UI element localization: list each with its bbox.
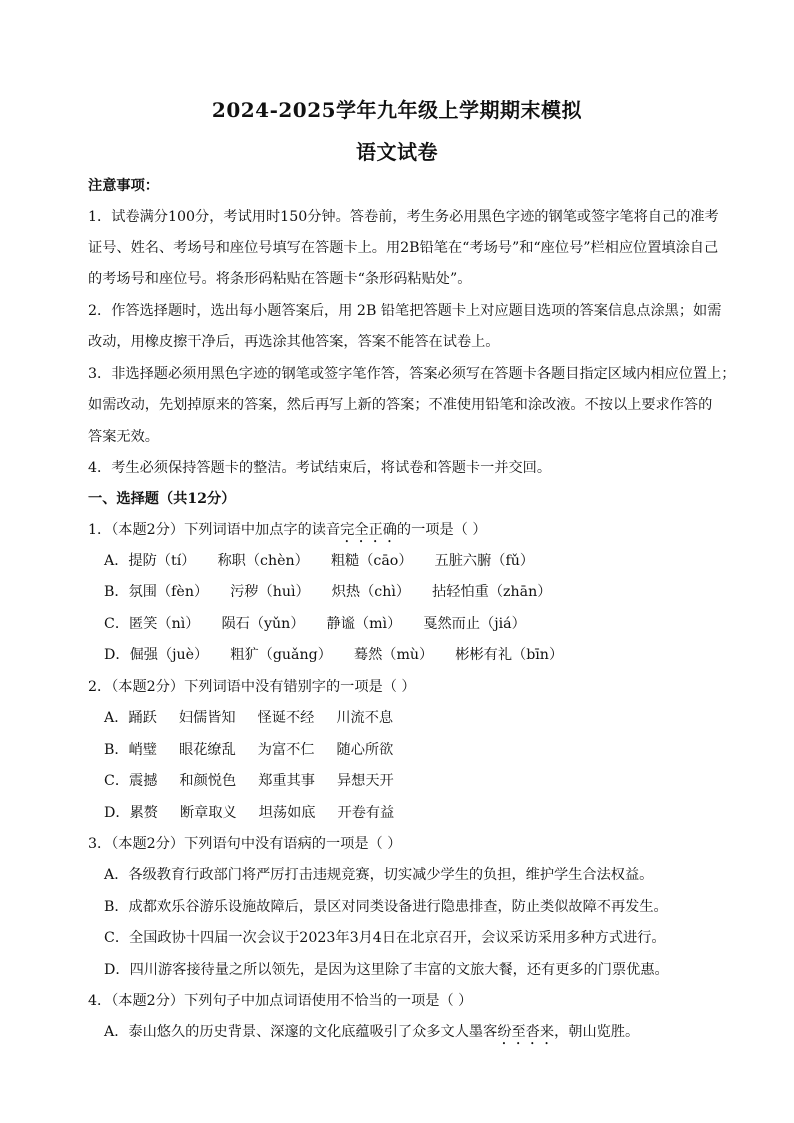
question-2-option-a <box>104 708 393 728</box>
section-heading: 一、选择题（共12分） <box>88 491 236 507</box>
question-1-option-b <box>104 582 551 602</box>
notice-line: 证号、姓名、考场号和座位号填写在答题卡上。用2B铅笔在“考场号”和“座位号”栏相应位置填涂自己 <box>88 240 719 256</box>
option-item: D．累赘 <box>104 805 158 821</box>
option-item: B．氛围（fèn） <box>104 584 209 600</box>
question-1-option-d <box>104 645 563 665</box>
option-item: 和颜悦色 <box>179 773 237 789</box>
stem-text: 1．（本题2分）下列词语中加点字的读音 <box>88 522 341 538</box>
question-2-option-d <box>104 803 394 823</box>
option-item: 开卷有益 <box>337 805 395 821</box>
emphasis-text: 纷至沓来 <box>497 1024 555 1040</box>
option-item: C．匿笑（nì） <box>104 616 200 632</box>
question-1-stem <box>88 520 487 546</box>
question-1-option-a <box>104 551 534 571</box>
question-3-option-b: B．成都欢乐谷游乐设施故障后，景区对同类设备进行隐患排查，防止类似故障不再发生。 <box>104 899 668 915</box>
option-item: 断章取义 <box>179 805 237 821</box>
option-item: 称职（chèn） <box>217 553 309 569</box>
option-item: 彬彬有礼（bīn） <box>455 647 564 663</box>
question-1-option-c <box>104 614 526 634</box>
notice-line: 2．作答选择题时，选出每小题答案后，用 2B 铅笔把答题卡上对应题目选项的答案信息点涂黑；如需 <box>88 303 722 319</box>
question-4-option-a <box>104 1022 639 1048</box>
option-item: D．倔强（juè） <box>104 647 209 663</box>
option-item: 随心所欲 <box>336 742 394 758</box>
option-item: 五脏六腑（fǔ） <box>434 553 535 569</box>
question-2-stem: 2．（本题2分）下列词语中没有错别字的一项是（ ） <box>88 679 416 695</box>
option-item: 炽热（chì） <box>331 584 411 600</box>
question-2-option-c <box>104 771 394 791</box>
option-text: A．泰山悠久的历史背景、深邃的文化底蕴吸引了众多文人墨客 <box>104 1024 498 1040</box>
option-item: 粗糙（cāo） <box>330 553 413 569</box>
stem-text: 的一项是（ ） <box>396 522 487 538</box>
question-3-option-d: D．四川游客接待量之所以领先，是因为这里除了丰富的文旅大餐，还有更多的门票优惠。 <box>104 962 669 978</box>
option-item: 拈轻怕重（zhān） <box>432 584 552 600</box>
option-item: 陨石（yǔn） <box>221 616 305 632</box>
notice-line: 的考场号和座位号。将条形码粘贴在答题卡“条形码粘贴处”。 <box>88 271 472 287</box>
option-item: 郑重其事 <box>258 773 315 789</box>
question-3-option-c: C．全国政协十四届一次会议于2023年3月4日在北京召开，会议采访采用多种方式进行。 <box>104 930 666 946</box>
option-text: ，朝山览胜。 <box>554 1024 640 1040</box>
option-item: 静谧（mì） <box>326 616 402 632</box>
option-item: 怪诞不经 <box>257 710 315 726</box>
page-subtitle: 语文试卷 <box>356 140 438 164</box>
emphasis-text: 完全正确 <box>340 522 397 538</box>
notice-heading: 注意事项： <box>88 178 159 194</box>
notice-line: 如需改动，先划掉原来的答案，然后再写上新的答案；不准使用铅笔和涂改液。不按以上要求作答的 <box>88 397 713 413</box>
option-item: 妇儒皆知 <box>178 710 236 726</box>
notice-line: 改动，用橡皮擦干净后，再选涂其他答案，答案不能答在试卷上。 <box>88 334 500 350</box>
option-item: A．踊跃 <box>104 710 157 726</box>
option-item: C．震撼 <box>104 773 158 789</box>
option-item: 异想天开 <box>336 773 394 789</box>
option-item: 蓦然（mù） <box>353 647 434 663</box>
option-item: 川流不息 <box>336 710 394 726</box>
notice-line: 4．考生必须保持答题卡的整洁。考试结束后，将试卷和答题卡一并交回。 <box>88 460 552 476</box>
notice-line: 3．非选择题必须用黑色字迹的钢笔或签字笔作答，答案必须写在答题卡各题目指定区域内相应位置上； <box>88 366 736 382</box>
notice-line: 答案无效。 <box>88 429 159 445</box>
option-item: B．峭璧 <box>104 742 157 758</box>
option-item: A．提防（tí） <box>104 553 196 569</box>
page-title: 2024-2025学年九年级上学期期末模拟 <box>211 98 583 122</box>
question-3-option-a: A．各级教育行政部门将严厉打击违规竞赛，切实减少学生的负担，维护学生合法权益。 <box>104 867 654 883</box>
question-4-stem: 4．（本题2分）下列句子中加点词语使用不恰当的一项是（ ） <box>88 993 473 1009</box>
option-item: 戛然而止（jiá） <box>423 616 526 632</box>
option-item: 粗犷（guǎng） <box>230 647 332 663</box>
option-item: 为富不仁 <box>257 742 315 758</box>
option-item: 污秽（huì） <box>230 584 310 600</box>
question-2-option-b <box>104 740 393 760</box>
option-item: 坦荡如底 <box>258 805 316 821</box>
question-3-stem: 3．（本题2分）下列语句中没有语病的一项是（ ） <box>88 836 402 852</box>
notice-line: 1．试卷满分100分，考试用时150分钟。答卷前，考生务必用黑色字迹的钢笔或签字笔将自己的准考 <box>88 209 719 225</box>
option-item: 眼花缭乱 <box>179 742 236 758</box>
